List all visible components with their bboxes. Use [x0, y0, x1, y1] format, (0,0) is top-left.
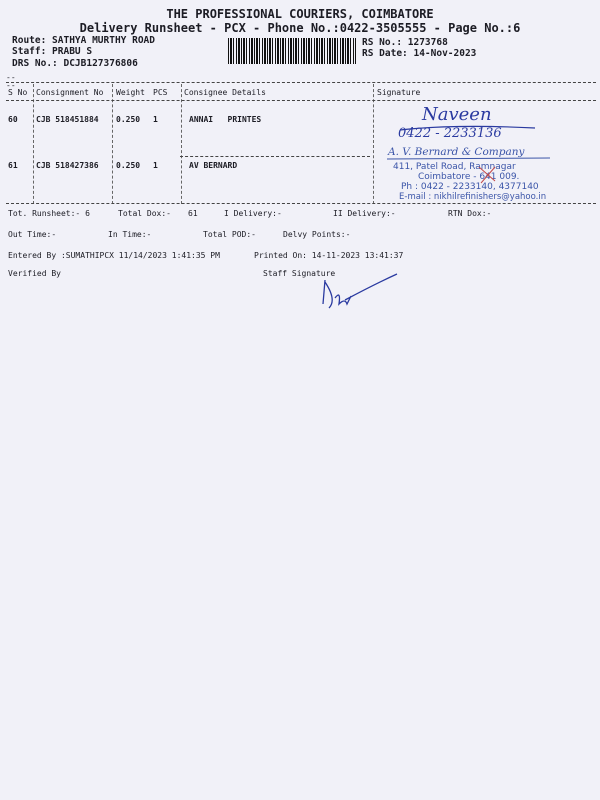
company-title: THE PROFESSIONAL COURIERS, COIMBATORE [166, 7, 434, 21]
staff-label: Staff: PRABU S [12, 46, 93, 57]
col-divider [181, 84, 182, 204]
row-60-consignee: ANNAI PRINTES [189, 115, 262, 124]
row-60-sno: 60 [8, 115, 18, 124]
verified-by: Verified By [8, 269, 61, 278]
out-time: Out Time:- [8, 230, 57, 239]
row-61-consignment: CJB 518427386 [36, 161, 99, 170]
rs-date: RS Date: 14-Nov-2023 [362, 48, 477, 59]
total-pod: Total POD:- [203, 230, 256, 239]
stamp-phone: Ph : 0422 - 2233140, 4377140 [401, 182, 539, 192]
route-label: Route: SATHYA MURTHY ROAD [12, 35, 155, 46]
staff-signature-label: Staff Signature [263, 269, 336, 278]
delivery-points: Delvy Points:- [283, 230, 351, 239]
runsheet-title: Delivery Runsheet - PCX - Phone No.:0422-3505555 - Page No.:6 [79, 21, 521, 35]
table-rule-bottom [6, 203, 596, 204]
col-sno: S No [8, 88, 28, 97]
total-runsheet: Tot. Runsheet:- 6 [8, 209, 90, 218]
row-60-pcs: 1 [153, 115, 158, 124]
in-time: In Time:- [108, 230, 152, 239]
col-divider [112, 84, 113, 204]
stamp-address-1: 411, Patel Road, Ramnagar [393, 162, 516, 172]
header-rule-bottom [6, 100, 596, 101]
stamp-email: E-mail : nikhilrefinishers@yahoo.in [399, 192, 547, 202]
rs-number: RS No.: 1273768 [362, 37, 448, 48]
header-rule-top [6, 82, 596, 83]
drs-number: DRS No.: DCJB127376806 [12, 58, 138, 69]
row-60-consignment: CJB 518451884 [36, 115, 99, 124]
total-dox-value: 61 [188, 209, 198, 218]
stamp-company: A. V. Bernard & Company [388, 146, 525, 158]
dash-marks: -- [6, 73, 16, 82]
col-signature: Signature [377, 88, 421, 97]
row-61-pcs: 1 [153, 161, 158, 170]
col-consignee: Consignee Details [184, 88, 266, 97]
row-61-consignee: AV BERNARD [189, 161, 238, 170]
first-delivery: I Delivery:- [224, 209, 282, 218]
check-mark-icon [475, 163, 505, 187]
total-dox-label: Total Dox:- [118, 209, 171, 218]
row-61-sno: 61 [8, 161, 18, 170]
printed-on: Printed On: 14-11-2023 13:41:37 [254, 251, 404, 260]
col-consignment: Consignment No [36, 88, 104, 97]
row-61-weight: 0.250 [116, 161, 141, 170]
second-delivery: II Delivery:- [333, 209, 396, 218]
handwritten-name: Naveen [422, 104, 492, 125]
row-divider [180, 156, 370, 157]
col-divider [33, 84, 34, 204]
stamp-address-2: Coimbatore - 641 009. [418, 172, 520, 182]
barcode [228, 38, 356, 64]
dash-marks: -- [6, 81, 16, 90]
col-divider [373, 84, 374, 204]
col-pcs: PCS [153, 88, 168, 97]
rtn-dox: RTN Dox:- [448, 209, 492, 218]
handwritten-phone: 0422 - 2233136 [398, 126, 502, 141]
entered-by: Entered By :SUMATHIPCX 11/14/2023 1:41:35 PM [8, 251, 220, 260]
row-60-weight: 0.250 [116, 115, 141, 124]
col-weight: Weight [116, 88, 145, 97]
staff-signature-scribble [315, 270, 405, 315]
